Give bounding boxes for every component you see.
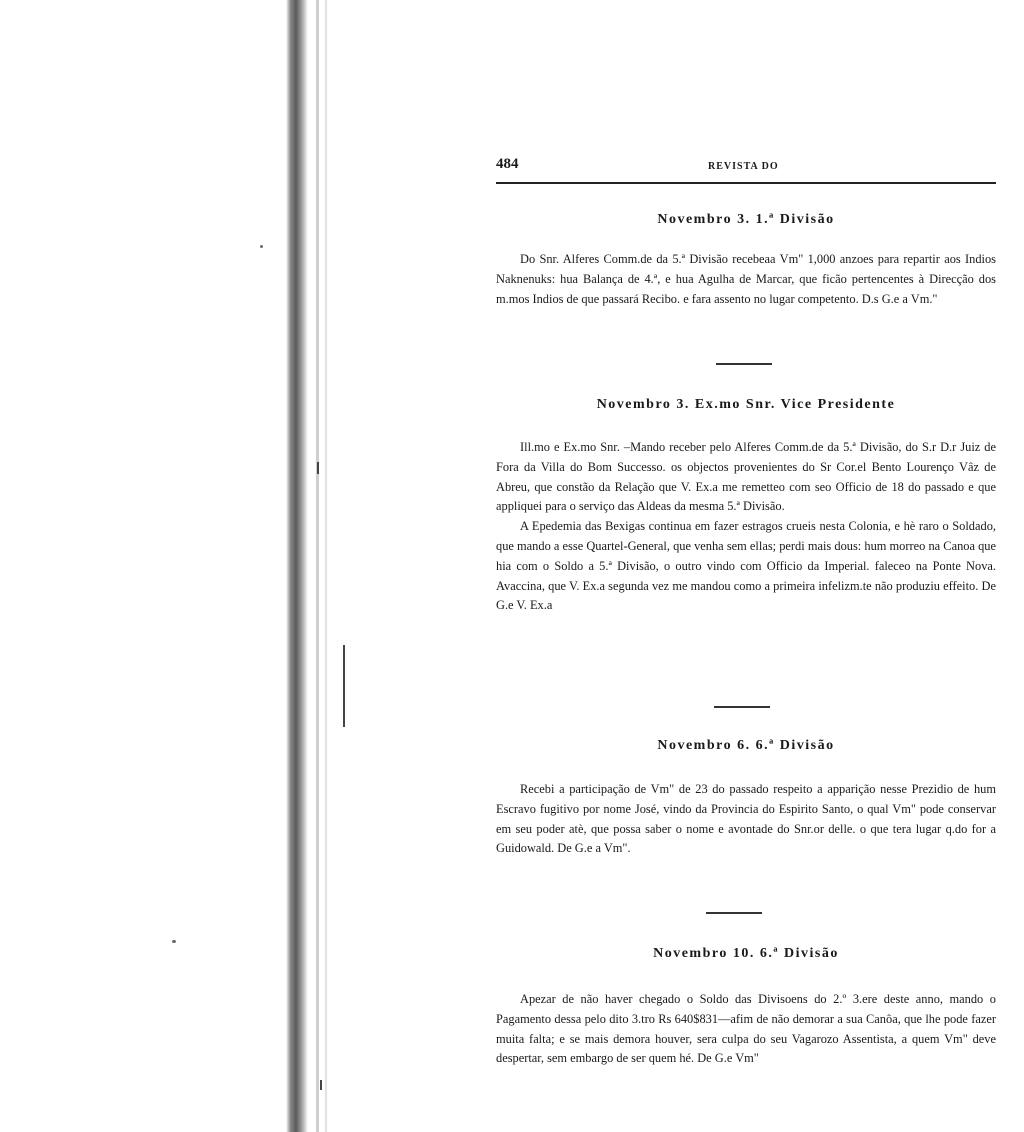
entry-body [496,250,996,309]
entry-heading: Novembro 10. 6.ª Divisão [653,946,839,961]
section-separator [706,912,762,914]
running-title: REVISTA DO [708,161,779,172]
paragraph: Do Snr. Alferes Comm.de da 5.ª Divisão recebeaa Vm" 1,000 anzoes para repartir aos Indios Naknenuks: hua Balança de 4.ª, e hua Agulha de Marcar, que ficão pertencentes à Direcção dos m.mos Indios de que passará Recibo. e fara assento no lugar competento. D.s G.e a Vm." [496,252,996,306]
entry-heading: Novembro 3. 1.ª Divisão [657,212,835,227]
scan-speck [260,245,263,248]
paragraph: Apezar de não haver chegado o Soldo das Divisoens do 2.º 3.ere deste anno, mando o Pagamento dessa pelo dito 3.tro Rs 640$831—afim de não demorar a sua Canôa, que lhe pode fazer muita falta; e se mais demora houver, sera culpa do seu Vagarozo Assentista, a quem Vm" deve despertar, sem embargo de ser quem hé. De G.e Vm" [496,992,996,1066]
scan-mark [343,645,345,727]
section-separator [716,363,772,365]
page-header [496,156,996,186]
paragraph: A Epedemia das Bexigas continua em fazer estragos crueis nesta Colonia, e hè raro o Soldado, que mando a esse Quartel-General, que venha sem ellas; perdi mais dous: hum morreo na Canoa que hia com o Soldo a 5.ª Divisão, o outro vindo com Officio da Imperial. faleceo na Ponte Nova. Avaccina, que V. Ex.a segunda vez me mandou como a primeira infelizm.te não produziu effeito. De G.e V. Ex.a [496,519,996,613]
scan-mark [320,1080,322,1090]
paragraph: Recebi a participação de Vm" de 23 do passado respeito a apparição nesse Prezidio de hum Escravo fugitivo por nome José, vindo da Provincia do Espirito Santo, o qual Vm" pode conservar em seu poder atè, que possa saber o nome e avontade do Snr.or delle. o que tera lugar q.do for a Guidowald. De G.e a Vm". [496,782,996,856]
header-rule [496,182,996,184]
entry-heading: Novembro 3. Ex.mo Snr. Vice Presidente [596,397,896,412]
paragraph: Ill.mo e Ex.mo Snr. –Mando receber pelo Alferes Comm.de da 5.ª Divisão, do S.r D.r Juiz de Fora da Villa do Bom Successo. os objectos provenientes do Sr Cor.el Bento Lourenço Vâz de Abreu, que constão da Relação que V. Ex.a me remetteo com seo Officio de 18 do passado e que appliquei para o serviço das Aldeas da mesma 5.ª Divisão. [496,440,996,514]
entry-heading: Novembro 6. 6.ª Divisão [657,738,835,753]
binding-shadow [286,0,308,1132]
entry-body [496,990,996,1069]
page-number: 484 [496,156,519,172]
scan-mark [317,462,319,474]
section-separator [714,706,770,708]
scan-speck [172,940,176,943]
entry-body [496,780,996,859]
entry-body [496,438,996,616]
binding-line [316,0,319,1132]
binding-line [325,0,327,1132]
